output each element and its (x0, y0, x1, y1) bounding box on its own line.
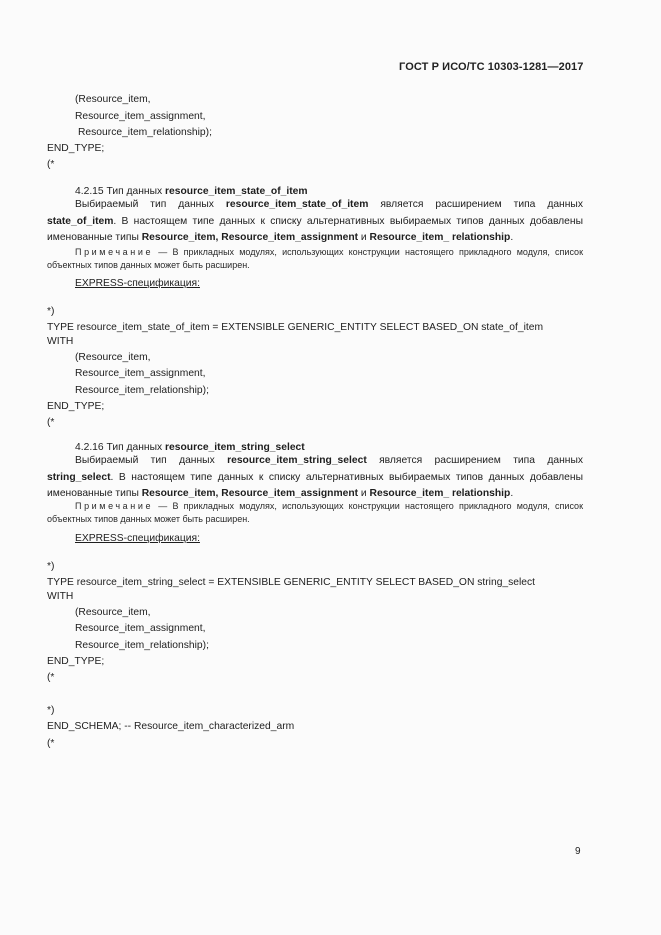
code-line: (* (47, 159, 55, 170)
code-line: (Resource_item, (75, 607, 151, 618)
code-line: TYPE resource_item_state_of_item = EXTENSIBLE GENERIC_ENTITY SELECT BASED_ON state_of_item (47, 322, 544, 333)
code-line: Resource_item_assignment, (75, 111, 206, 122)
code-line: TYPE resource_item_string_select = EXTENSIBLE GENERIC_ENTITY SELECT BASED_ON string_select (47, 577, 536, 588)
express-spec-label: EXPRESS-спецификация: (75, 533, 200, 544)
code-line: (Resource_item, (75, 352, 151, 363)
note-paragraph: Примечание — В прикладных модулях, использующих конструкции настоящего прикладного модуля, список объектных типов данных может быть расширен. (47, 501, 583, 524)
document-id-header: ГОСТ Р ИСО/ТС 10303-1281—2017 (399, 61, 584, 73)
code-line: *) (47, 306, 55, 317)
code-line: (* (47, 417, 55, 428)
code-line: (Resource_item, (75, 94, 151, 105)
code-line: Resource_item_assignment, (75, 368, 206, 379)
section-heading-4-2-15: 4.2.15 Тип данных resource_item_state_of_item (75, 186, 308, 197)
page-number: 9 (575, 846, 581, 857)
code-line: WITH (47, 336, 74, 347)
code-line: Resource_item_relationship); (75, 640, 209, 651)
code-line: Resource_item_relationship); (78, 127, 212, 138)
code-line: (* (47, 738, 55, 749)
note-paragraph: Примечание — В прикладных модулях, использующих конструкции настоящего прикладного модуля, список объектных типов данных может быть расширен. (47, 247, 583, 270)
code-line: *) (47, 705, 55, 716)
code-line: WITH (47, 591, 74, 602)
code-line: Resource_item_assignment, (75, 623, 206, 634)
express-spec-label: EXPRESS-спецификация: (75, 278, 200, 289)
section-paragraph: Выбираемый тип данных resource_item_string_select является расширением типа данных string_select. В настоящем типе данных к списку альтернативных выбираемых типов данных добавлены именованные типы Resource_item, Resource_item_assignment и Resource_item_ relationship. (47, 455, 583, 499)
section-heading-4-2-16: 4.2.16 Тип данных resource_item_string_select (75, 442, 305, 453)
code-line: END_SCHEMA; -- Resource_item_characterized_arm (47, 721, 295, 732)
code-line: END_TYPE; (47, 401, 105, 412)
code-line: END_TYPE; (47, 143, 105, 154)
code-line: END_TYPE; (47, 656, 105, 667)
section-paragraph: Выбираемый тип данных resource_item_state_of_item является расширением типа данных state_of_item. В настоящем типе данных к списку альтернативных выбираемых типов данных добавлены именованные типы Resource_item, Resource_item_assignment и Resource_item_ relationship. (47, 199, 583, 243)
code-line: (* (47, 672, 55, 683)
code-line: Resource_item_relationship); (75, 385, 209, 396)
code-line: *) (47, 561, 55, 572)
